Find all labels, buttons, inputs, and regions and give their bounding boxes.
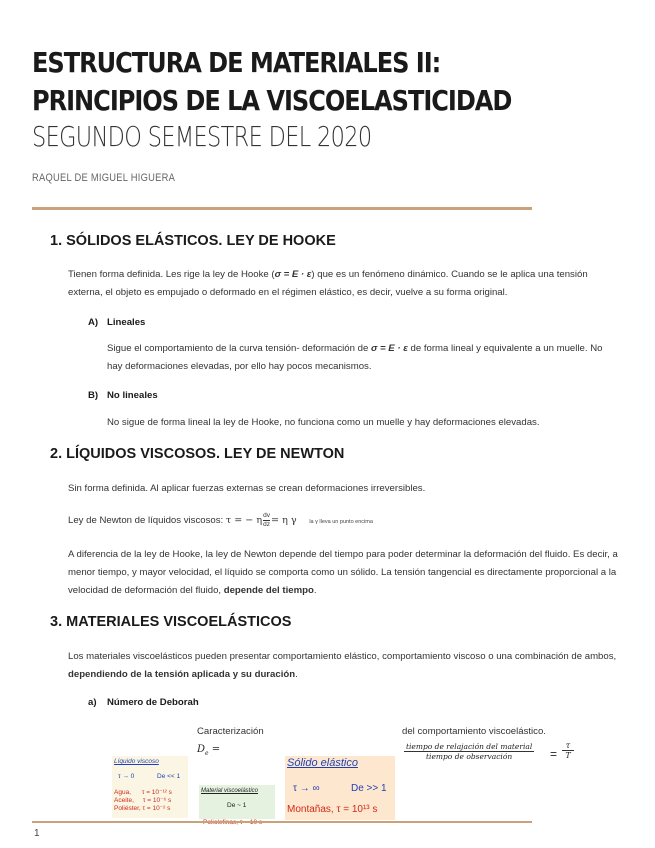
section-2-heading: 2. LÍQUIDOS VISCOSOS. LEY DE NEWTON — [50, 446, 345, 462]
section-2-paragraph-1: Sin forma definida. Al aplicar fuerzas externas se crean deformaciones irreversibles. — [68, 483, 426, 494]
author-name: RAQUEL DE MIGUEL HIGUERA — [32, 172, 176, 184]
liquido-viscoso-box: Líquido viscoso τ → 0 De << 1 Agua, τ = 10⁻¹² s Aceite, τ = 10⁻⁶ s Poliéster, τ = 10⁻² s — [112, 756, 188, 818]
subsection-3a-label: a) — [88, 697, 97, 708]
deborah-fraction: tiempo de relajación del material tiempo de observación — [406, 742, 533, 761]
subsection-a-text: Sigue el comportamiento de la curva tensión- deformación de σ = E · ε de forma lineal y equivalente a un muelle. No hay deformaciones elevadas, por ello hay pocos mecanismos. — [107, 343, 603, 372]
page-number: 1 — [34, 828, 40, 839]
subsection-b-title: No lineales — [107, 390, 158, 401]
solido-elastico-box: Sólido elástico τ → ∞ De >> 1 Montañas, τ = 10¹³ s — [285, 756, 395, 820]
section-1-paragraph: Tienen forma definida. Les rige la ley de Hooke (σ = E · ε) que es un fenómeno dinámico. Cuando se le aplica una tensión externa, el objeto es empujado o deformado en el régimen elástico, es decir, vuelve a su forma original. — [68, 269, 588, 298]
tau-over-t: τ T — [562, 741, 574, 760]
subsection-a-label: A) — [88, 317, 99, 328]
deborah-symbol: $D_e$ = — [197, 744, 221, 757]
newton-law-line: Ley de Newton de líquidos viscosos: τ = − η $\frac{dv}{dz}$ = η γ la γ lleva un punto encima — [68, 512, 373, 528]
subsection-b-label: B) — [88, 390, 99, 401]
caracterizacion-text: Caracterización — [197, 726, 264, 737]
fraction-equals: = — [550, 747, 558, 761]
document-title: ESTRUCTURA DE MATERIALES II: PRINCIPIOS DE LA VISCOELASTICIDAD — [32, 46, 512, 117]
subsection-3a-title: Número de Deborah — [107, 697, 199, 708]
subsection-b-text: No sigue de forma lineal la ley de Hooke, no funciona como un muelle y hay deformaciones elevadas. — [107, 417, 540, 428]
subsection-a-title: Lineales — [107, 317, 146, 328]
section-3-heading: 3. MATERIALES VISCOELÁSTICOS — [50, 614, 292, 630]
material-viscoelastico-box: Material viscoelástico De ~ 1 — [199, 785, 275, 819]
section-2-paragraph-2: A diferencia de la ley de Hooke, la ley de Newton depende del tiempo para poder determinar la deformación del fluido. Es decir, a menor tiempo, y mayor velocidad, el líquido se comporta como un sólido. La tensión tangencial es directamente proporcional a la velocidad de deformación del fluido, depende del tiempo. — [68, 549, 618, 596]
section-1-heading: 1. SÓLIDOS ELÁSTICOS. LEY DE HOOKE — [50, 233, 336, 249]
section-3-paragraph: Los materiales viscoelásticos pueden presentar comportamiento elástico, comportamiento viscoso o una combinación de ambos, dependiendo de la tensión aplicada y su duración. — [68, 651, 617, 680]
header-divider — [32, 207, 532, 210]
document-subtitle: SEGUNDO SEMESTRE DEL 2020 — [32, 120, 372, 153]
comportamiento-text: del comportamiento viscoelástico. — [402, 726, 546, 737]
footer-divider — [32, 821, 532, 823]
